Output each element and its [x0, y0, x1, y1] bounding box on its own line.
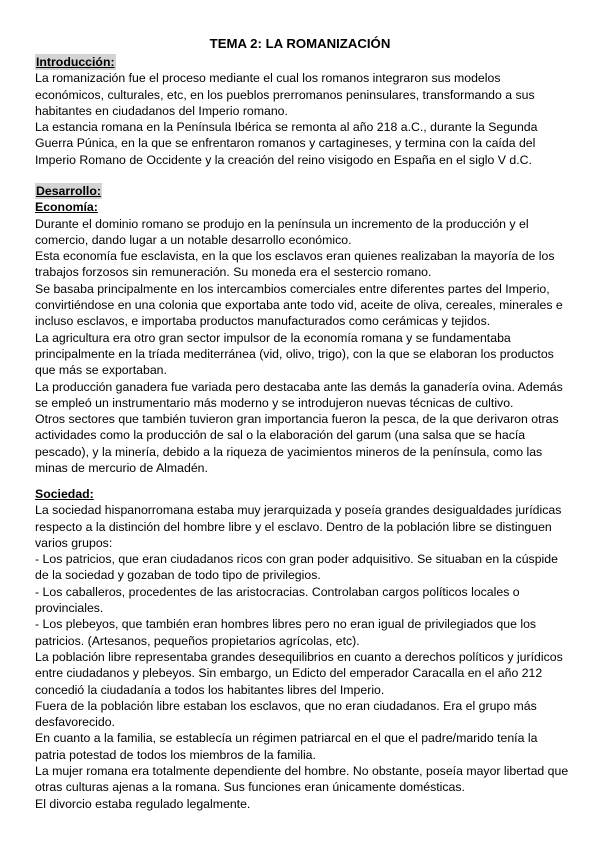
paragraph-line: comercio, dando lugar a un notable desarrollo económico.	[35, 232, 352, 247]
paragraph-line: varios grupos:	[35, 535, 113, 550]
paragraph-line: otras culturas ajenas a la romana. Sus funciones eran únicamente domésticas.	[35, 780, 465, 795]
paragraph-line: entre ciudadanos y plebeyos. Sin embargo, un Edicto del emperador Caracalla en el año 212	[35, 666, 543, 681]
paragraph-line: Se basaba principalmente en los intercambios comerciales entre diferentes partes del Imperio,	[35, 281, 550, 296]
desarrollo-heading: Desarrollo:	[36, 184, 101, 198]
paragraph-line: La mujer romana era totalmente dependiente del hombre. No obstante, poseía mayor libertad que	[35, 764, 569, 779]
paragraph-line: actividades como la producción de sal o la elaboración del garum (una salsa que se hacía	[35, 428, 526, 443]
paragraph-line: Imperio Romano de Occidente y la creación del reino visigodo en España en el siglo V d.C.	[35, 152, 532, 167]
paragraph-line: incluso esclavos, e importaba productos manufacturados como cerámicas y tejidos.	[35, 314, 491, 329]
paragraph-line: Esta economía fue esclavista, en la que los esclavos eran quienes realizaban la mayoría de los	[35, 249, 555, 264]
paragraph-line: se empleó un instrumentario más moderno y se introdujeron nuevas técnicas de cultivo.	[35, 395, 514, 410]
introduccion-heading: Introducción:	[36, 55, 115, 69]
paragraph-line: Otros sectores que también tuvieron gran importancia fueron la pesca, de la que derivaron otras	[35, 412, 559, 427]
paragraph-line: respecto a la distinción del hombre libre y el esclavo. Dentro de la población libre se distinguen	[35, 519, 552, 534]
paragraph-line: El divorcio estaba regulado legalmente.	[35, 796, 251, 811]
paragraph-line: habitantes en ciudadanos del Imperio romano.	[35, 103, 288, 118]
paragraph-line: - Los plebeyos, que también eran hombres libres pero no eran igual de privilegiados que los	[35, 617, 537, 632]
paragraph-line: En cuanto a la familia, se establecía un régimen patriarcal en el que el padre/marido tenía la	[35, 731, 538, 746]
paragraph-line: que más se exportaban.	[35, 363, 167, 378]
paragraph-line: patria potestad de todos los miembros de la familia.	[35, 747, 316, 762]
paragraph-line: principalmente en la tríada mediterránea (vid, olivo, trigo), con la que se elaboran los productos	[35, 346, 554, 361]
economia-heading: Economía:	[35, 200, 98, 215]
paragraph-line: Guerra Púnica, en la que se enfrentaron romanos y cartagineses, y termina con la caída del	[35, 136, 536, 151]
paragraph-line: Fuera de la población libre estaban los esclavos, que no eran ciudadanos. Era el grupo más	[35, 698, 537, 713]
paragraph-line: provinciales.	[35, 601, 104, 616]
paragraph-line: - Los caballeros, procedentes de las aristocracias. Controlaban cargos políticos locales o	[35, 584, 520, 599]
sociedad-section	[35, 486, 567, 812]
desarrollo-section	[35, 183, 567, 476]
paragraph-line: La agricultura era otro gran sector impulsor de la economía romana y se fundamentaba	[35, 330, 511, 345]
paragraph-line: concedió la ciudadanía a todos los habitantes libres del Imperio.	[35, 682, 385, 697]
paragraph-line: económicos, culturales, etc, en los pueblos prerromanos peninsulares, transformando a sus	[35, 87, 535, 102]
paragraph-line: La producción ganadera fue variada pero destacaba ante las demás la ganadería ovina. Además	[35, 379, 563, 394]
paragraph-line: - Los patricios, que eran ciudadanos ricos con gran poder adquisitivo. Se situaban en la cúspide	[35, 552, 558, 567]
paragraph-line: patricios. (Artesanos, pequeños propietarios agrícolas, etc).	[35, 633, 360, 648]
paragraph-line: desfavorecido.	[35, 715, 115, 730]
paragraph-line: convirtiéndose en una colonia que exportaba ante todo vid, aceite de oliva, cereales, minerales e	[35, 298, 563, 313]
paragraph-line: minas de mercurio de Almadén.	[35, 461, 208, 476]
paragraph-line: de la sociedad y gozaban de todo tipo de privilegios.	[35, 568, 321, 583]
page-title: TEMA 2: LA ROMANIZACIÓN	[209, 36, 391, 51]
paragraph-line: La población libre representaba grandes desequilibrios en cuanto a derechos políticos y jurídicos	[35, 649, 563, 664]
paragraph-line: La romanización fue el proceso mediante el cual los romanos integraron sus modelos	[35, 71, 501, 86]
paragraph-line: trabajos forzosos sin remuneración. Su moneda era el sestercio romano.	[35, 265, 432, 280]
paragraph-line: Durante el dominio romano se produjo en la península un incremento de la producción y el	[35, 216, 529, 231]
sociedad-heading: Sociedad:	[35, 487, 94, 501]
paragraph-line: pescado), y la minería, debido a la riqueza de yacimientos mineros de la península, como las	[35, 444, 543, 459]
introduccion-section	[35, 54, 567, 168]
paragraph-line: La sociedad hispanorromana estaba muy jerarquizada y poseía grandes desigualdades jurídicas	[35, 503, 562, 518]
paragraph-line: La estancia romana en la Península Ibérica se remonta al año 218 a.C., durante la Segunda	[35, 120, 538, 135]
